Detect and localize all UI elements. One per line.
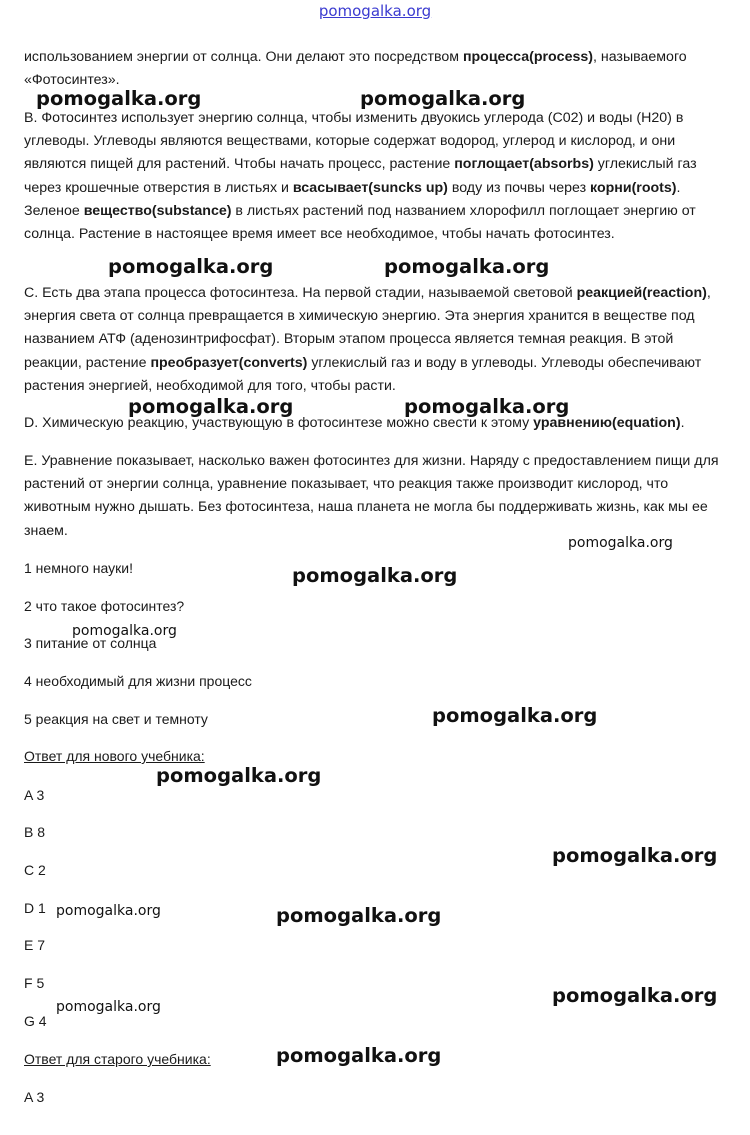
term-equation: уравнению(equation) (533, 415, 681, 431)
new-answers-title: Ответ для нового учебника: (24, 748, 205, 764)
site-header-link[interactable]: pomogalka.org (318, 2, 432, 20)
watermark-text: pomogalka.org (432, 704, 598, 727)
watermark-text: pomogalka.org (552, 984, 718, 1007)
old-answers-title: Ответ для старого учебника: (24, 1051, 211, 1067)
new-answer-item: A 3 (24, 787, 45, 803)
text-segment: D. Химическую реакцию, участвующую в фотосинтезе можно свести к этому (24, 415, 534, 431)
watermark-text: pomogalka.org (156, 764, 322, 787)
text-segment: , энергия света от солнца превращается в химическую энергию. Эта энергия хранится в веществе под названием АТФ (аденозинтрифосфат). Вторым этапом процесса является темная реакция. В этой реакции, растение (24, 285, 711, 371)
new-answer-item: B 8 (24, 824, 46, 840)
new-answer-item: E 7 (24, 937, 46, 953)
text-segment: воду из почвы через (447, 179, 591, 196)
old-answer-item: A 3 (24, 1089, 45, 1105)
term-process: процесса(process) (462, 49, 593, 65)
watermark-text: pomogalka.org (72, 623, 177, 639)
paragraph-c (24, 282, 724, 398)
term-absorbs: поглощает(absorbs) (454, 156, 594, 173)
text-segment: E. Уравнение показывает, насколько важен фотосинтез для жизни. Наряду с предоставлением пищи для растений от энергии солнца, уравнение показывает, что реакция также производит кислород, что животным нужно дышать. Без фотосинтеза, наша планета не могла бы поддерживать жизнь, как мы ее знаем. (24, 453, 719, 539)
term-roots: корни(roots) (590, 179, 677, 196)
text-segment: использованием энергии от солнца. Они делают это посредством (24, 49, 463, 65)
term-sucks-up: всасывает(suncks up) (292, 179, 448, 196)
text-segment: B. Фотосинтез использует энергию солнца, чтобы изменить двуокись углерода (C02) и воды (H20) в углеводы. Углеводы являются веществами, которые содержат водород, углерод и кислород, и они являются пищей для растений. Чтобы начать процесс, растение (24, 110, 684, 173)
paragraph-e (24, 450, 724, 543)
text-segment: . Зеленое (24, 179, 681, 219)
heading-option-5: 5 реакция на свет и темноту (24, 711, 208, 727)
watermark-text: pomogalka.org (56, 999, 161, 1015)
term-converts: преобразует(converts) (150, 354, 308, 371)
watermark-text: pomogalka.org (568, 535, 673, 551)
text-segment: в листьях растений под названием хлорофилл поглощает энергию от солнца. Растение в настоящее время имеет все необходимое, чтобы начать фотосинтез. (24, 202, 696, 243)
paragraph-intro (24, 46, 724, 92)
watermark-text: pomogalka.org (292, 564, 458, 587)
text-segment: , называемого «Фотосинтез». (24, 49, 687, 89)
term-substance: вещество(substance) (83, 202, 232, 219)
new-answer-item: F 5 (24, 975, 45, 991)
watermark-text: pomogalka.org (108, 255, 274, 278)
heading-option-3: 3 питание от солнца (24, 635, 157, 651)
paragraph-b (24, 107, 724, 246)
text-segment: углекислый газ и воду в углеводы. Углеводы обеспечивают растения энергией, необходимой для того, чтобы расти. (24, 354, 702, 394)
watermark-text: pomogalka.org (552, 844, 718, 867)
text-segment: . (680, 415, 685, 431)
watermark-text: pomogalka.org (276, 1044, 442, 1067)
watermark-text: pomogalka.org (128, 395, 294, 418)
term-reaction: реакцией(reaction) (576, 285, 707, 301)
watermark-text: pomogalka.org (384, 255, 550, 278)
watermark-text: pomogalka.org (360, 87, 526, 110)
new-answer-item: C 2 (24, 862, 46, 878)
watermark-text: pomogalka.org (276, 904, 442, 927)
watermark-text: pomogalka.org (404, 395, 570, 418)
heading-option-4: 4 необходимый для жизни процесс (24, 673, 252, 689)
heading-option-2: 2 что такое фотосинтез? (24, 598, 185, 614)
heading-option-1: 1 немного науки! (24, 560, 134, 576)
new-answer-item: D 1 (24, 900, 46, 916)
text-segment: углекислый газ через крошечные отверстия в листьях и (24, 156, 697, 196)
new-answer-item: G 4 (24, 1013, 47, 1029)
watermark-text: pomogalka.org (36, 87, 202, 110)
text-segment: C. Есть два этапа процесса фотосинтеза. На первой стадии, называемой световой (24, 285, 577, 301)
watermark-text: pomogalka.org (56, 903, 161, 919)
